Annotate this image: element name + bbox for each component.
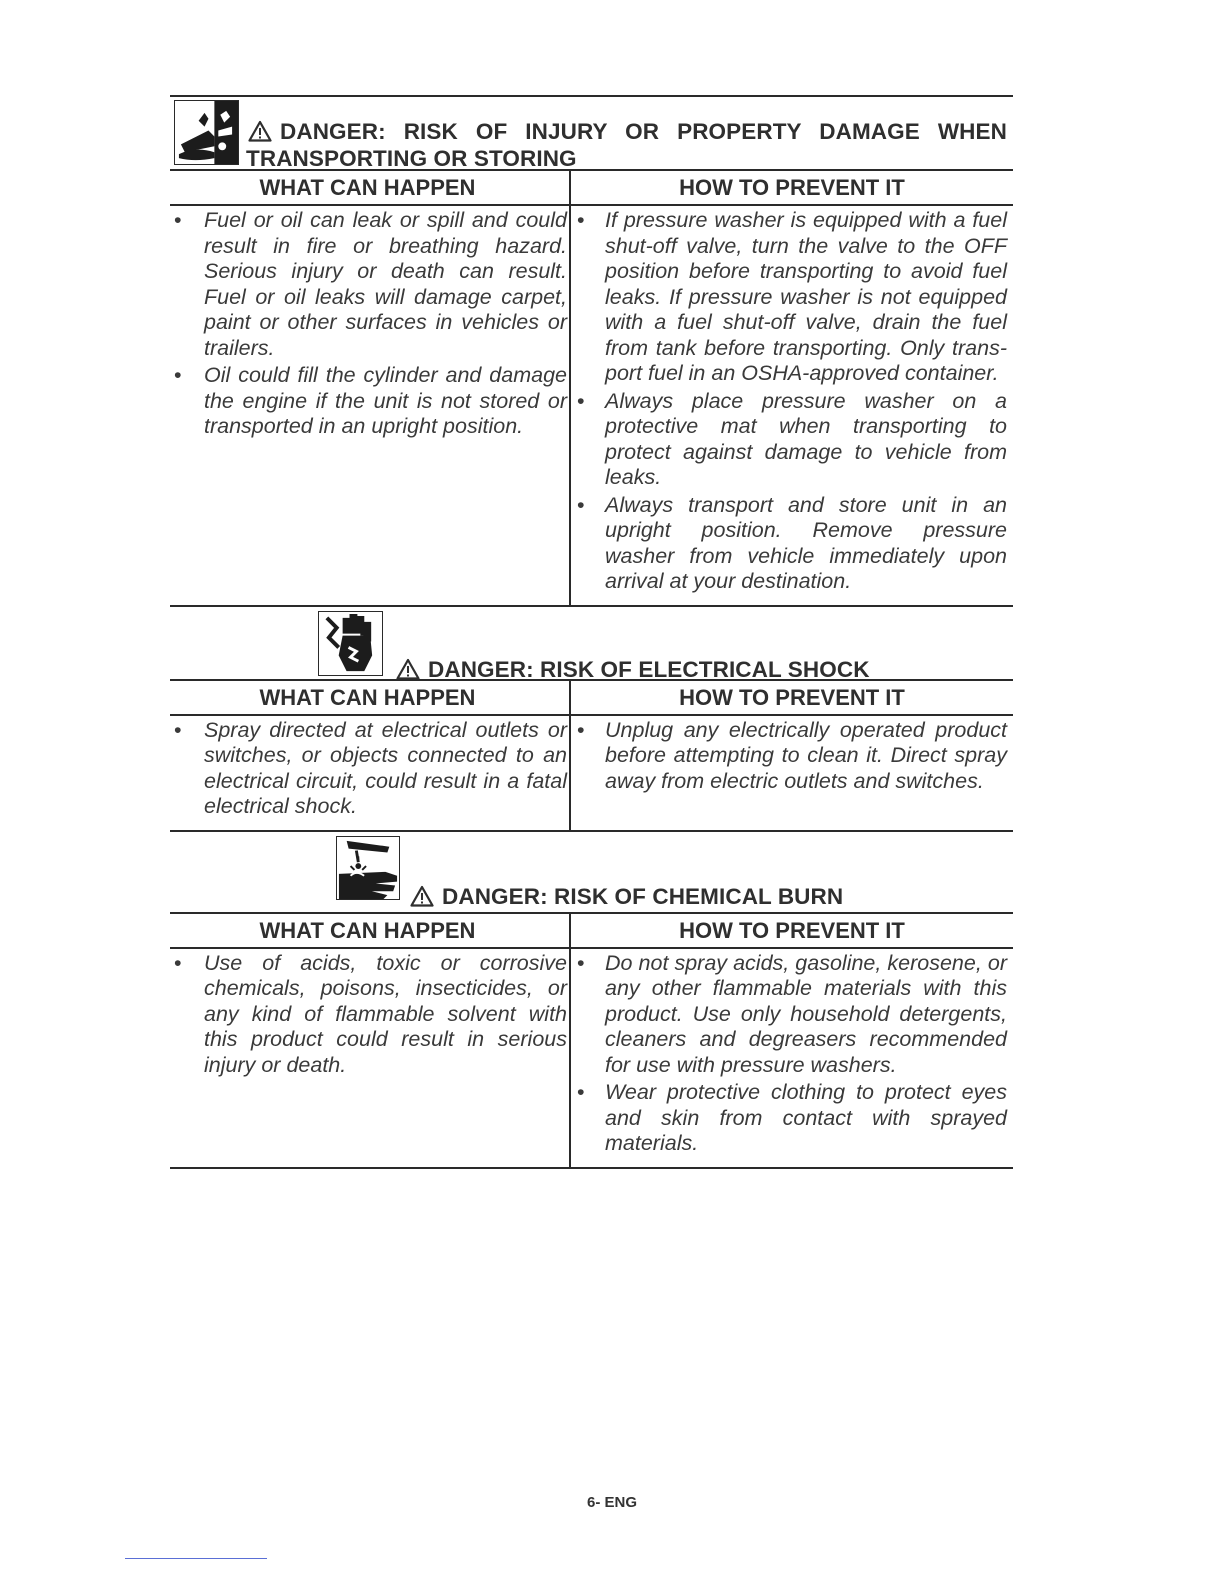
list-item: • Spray directed at electrical outlets or switches, or objects connected to an electrical circuit, could result in a fatal electrical shock. <box>170 718 569 820</box>
section-title-line1 <box>410 884 843 909</box>
right-column-header: HOW TO PREVENT IT <box>570 680 1013 715</box>
what-can-happen-cell <box>170 715 570 831</box>
section-title-line2: TRANSPORTING OR STORING <box>246 146 577 171</box>
right-column-header: HOW TO PREVENT IT <box>570 913 1013 948</box>
section-title-text: DANGER: RISK OF CHEMICAL BURN <box>442 883 844 909</box>
hazard-table-transport <box>170 169 1013 607</box>
left-column-header: WHAT CAN HAPPEN <box>170 913 570 948</box>
list-item: • Always transport and store unit in an upright position. Remove pressure washer from vehicle immediately upon arrival at your destination. <box>571 493 1013 595</box>
right-column-header: HOW TO PREVENT IT <box>570 170 1013 205</box>
warning-triangle-icon <box>248 120 272 142</box>
list-item: • Always place pressure washer on a protective mat when transporting to protect against damage to vehicle from leaks. <box>571 389 1013 491</box>
section-title-line1 <box>396 657 870 682</box>
manual-page <box>170 95 1013 1169</box>
what-can-happen-cell <box>170 948 570 1168</box>
section-title-text: DANGER: RISK OF ELECTRICAL SHOCK <box>428 656 870 682</box>
chemical-burn-hand-icon <box>336 836 400 900</box>
list-item: • If pressure washer is equipped with a fuel shut-off valve, turn the valve to the OFF position before transporting to avoid fuel leaks. If pressure washer is not equipped with a fuel shut-off valve, drain the fuel from tank before transporting. Only trans-port fuel in an OSHA-approved container. <box>571 208 1013 387</box>
transport-fuel-spill-icon <box>174 100 239 165</box>
list-item: • Use of acids, toxic or corrosive chemicals, poisons, insecticides, or any kind of flammable solvent with this product could result in serious injury or death. <box>170 951 569 1079</box>
section-title-line1 <box>248 119 1007 144</box>
hazard-table-electrical <box>170 679 1013 832</box>
list-item: • Oil could fill the cylinder and damage the engine if the unit is not stored or transported in an upright position. <box>170 363 569 440</box>
what-can-happen-cell <box>170 205 570 606</box>
list-item: • Unplug any electrically operated product before attempting to clean it. Direct spray away from electric outlets and switches. <box>571 718 1013 795</box>
how-to-prevent-cell <box>570 205 1013 606</box>
section-transport-header <box>170 97 1013 169</box>
list-item: • Wear protective clothing to protect eyes and skin from contact with sprayed materials. <box>571 1080 1013 1157</box>
section-electrical-header <box>170 607 1013 682</box>
warning-triangle-icon <box>410 885 434 907</box>
how-to-prevent-cell <box>570 948 1013 1168</box>
list-item: • Fuel or oil can leak or spill and could result in fire or breathing hazard. Serious injury or death can result. Fuel or oil leaks will damage carpet, paint or other surfaces in vehicles or trailers. <box>170 208 569 361</box>
left-column-header: WHAT CAN HAPPEN <box>170 680 570 715</box>
warning-triangle-icon <box>396 658 420 680</box>
list-item: • Do not spray acids, gasoline, kerosene, or any other flammable materials with this product. Use only household detergents, cleaners and degreasers recommended for use with pressure washers. <box>571 951 1013 1079</box>
how-to-prevent-cell <box>570 715 1013 831</box>
divider <box>125 1558 267 1559</box>
section-chemical-header <box>170 832 1013 912</box>
page-number: 6- ENG <box>586 1494 637 1511</box>
section-title-text: DANGER: RISK OF INJURY OR PROPERTY DAMAGE WHEN <box>280 119 1007 144</box>
electrical-shock-hand-icon <box>318 611 383 676</box>
hazard-table-chemical <box>170 912 1013 1169</box>
left-column-header: WHAT CAN HAPPEN <box>170 170 570 205</box>
